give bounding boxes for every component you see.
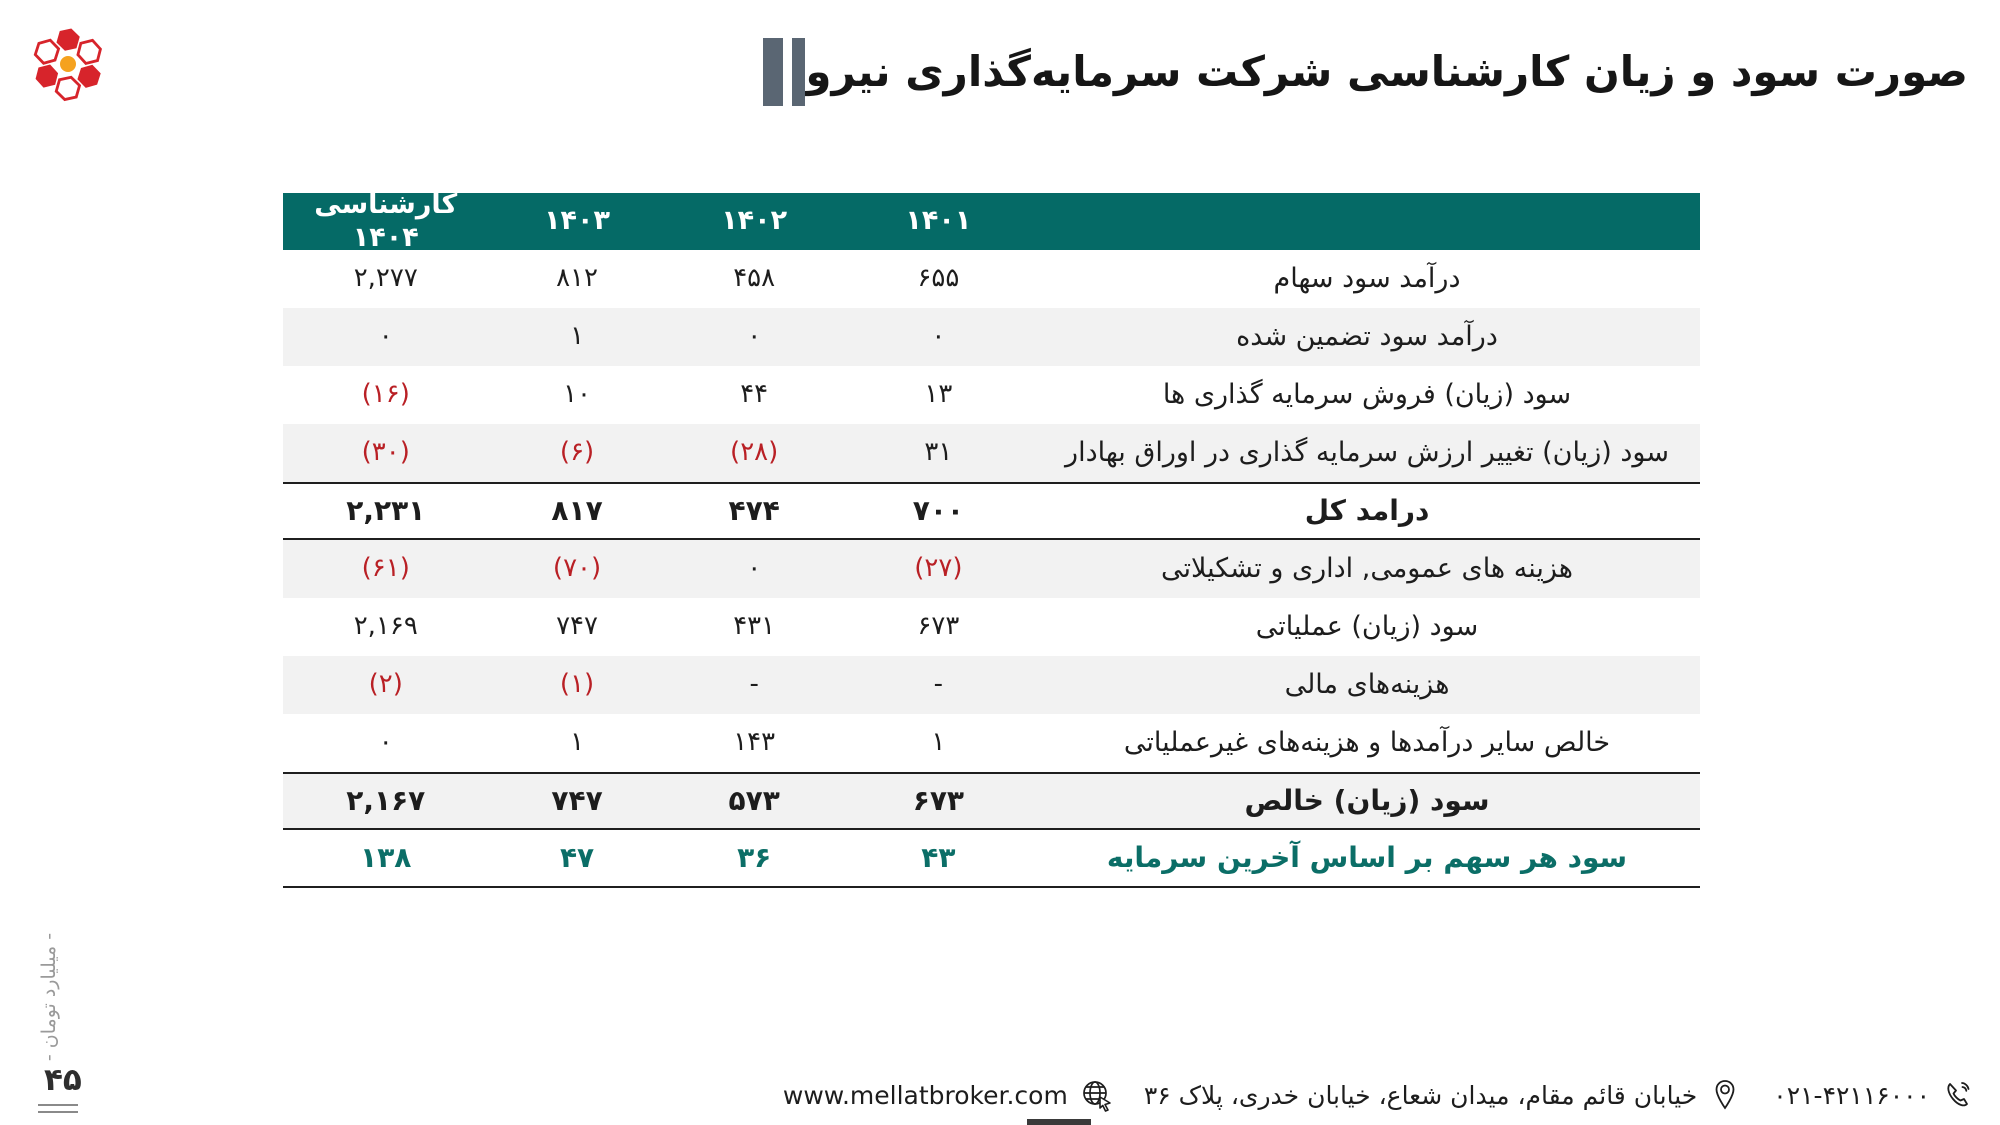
page-title: صورت سود و زیان کارشناسی شرکت سرمایه‌گذاری نیرو (805, 47, 1968, 96)
row-label: سود (زیان) خالص (1244, 784, 1490, 818)
header (749, 38, 1968, 106)
footer-address-text: خیابان قائم مقام، میدان شعاع، خیابان خدری، پلاک ۳۶ (1143, 1080, 1698, 1110)
row-label: درآمد سود تضمین شده (1236, 320, 1498, 352)
cell-value: ۱ (570, 727, 585, 758)
cell-value: ۴۷ (559, 841, 595, 875)
header-year-1403: ۱۴۰۳ (544, 205, 610, 237)
cell-value: ۷۴۷ (556, 611, 598, 642)
cell-value: ۴۳۱ (733, 611, 776, 642)
accent-bar-narrow (792, 38, 805, 106)
page-number-underline (38, 1111, 78, 1113)
row-label: خالص سایر درآمدها و هزینه‌های غیرعملیاتی (1123, 726, 1611, 758)
phone-icon (1940, 1077, 1976, 1113)
header-year-1404-forecast: کارشناسی ۱۴۰۴ (314, 189, 458, 253)
row-label: سود هر سهم بر اساس آخرین سرمایه (1106, 841, 1628, 875)
footer-website-url[interactable]: www.mellatbroker.com (782, 1080, 1068, 1110)
footer (783, 1072, 1976, 1118)
mellat-broker-logo-icon (28, 22, 108, 106)
table-row (283, 772, 1700, 830)
cell-value: ۶۷۳ (912, 784, 965, 818)
row-label: درآمد سود سهام (1273, 262, 1461, 294)
cell-value: ۷۴۷ (551, 784, 603, 818)
cell-value: ۶۷۳ (917, 611, 960, 642)
cell-value: ۴۵۸ (733, 263, 776, 294)
cell-value: ۷۰۰ (912, 494, 965, 528)
cell-value: ۳۶ (737, 841, 772, 875)
row-label: هزینه‌های مالی (1284, 668, 1450, 700)
cell-value: (۲۷) (914, 553, 963, 584)
cell-value: - (933, 669, 944, 700)
cell-value: ۸۱۲ (556, 263, 598, 294)
cell-value: ۴۴ (740, 379, 769, 410)
cell-value: ۸۱۷ (551, 494, 603, 528)
table-row (283, 482, 1700, 540)
cell-value: (۲۸) (730, 437, 779, 468)
cell-value: (۳۰) (361, 437, 410, 468)
table-row (283, 424, 1700, 482)
cell-value: ۱۴۳ (733, 727, 776, 758)
globe-cursor-icon (1078, 1077, 1114, 1113)
cell-value: (۶۱) (361, 553, 410, 584)
table-row (283, 830, 1700, 888)
cell-value: ۴۷۴ (728, 494, 780, 528)
row-label: سود (زیان) عملیاتی (1255, 610, 1479, 642)
cell-value: (۷۰) (552, 553, 602, 584)
location-pin-icon (1707, 1077, 1743, 1113)
cell-value: ۲,۲۳۱ (346, 494, 426, 528)
table-row (283, 714, 1700, 772)
cell-value: ۲,۲۷۷ (353, 263, 418, 294)
cell-value: (۲) (368, 669, 403, 700)
cell-value: ۲,۱۶۹ (353, 611, 418, 642)
pnl-table (283, 189, 1700, 888)
page-number: ۴۵ (44, 1062, 82, 1098)
cell-value: ۱ (570, 321, 585, 352)
cell-value: ۰ (378, 727, 393, 758)
page-number-underline (38, 1104, 78, 1106)
table-row (283, 250, 1700, 308)
footer-website[interactable] (783, 1077, 1114, 1113)
cell-value: ۶۵۵ (917, 263, 960, 294)
cell-value: (۱۶) (361, 379, 410, 410)
cell-value: ۰ (931, 321, 946, 352)
cell-value: ۴۳ (921, 841, 956, 875)
cell-value: ۰ (378, 321, 393, 352)
cell-value: ۱ (931, 727, 946, 758)
footer-phone-number: ۰۲۱-۴۲۱۱۶۰۰۰ (1773, 1080, 1930, 1110)
bottom-strip (1027, 1119, 1091, 1125)
unit-note: - میلیارد تومان - (38, 932, 60, 1062)
cell-value: ۰ (747, 321, 762, 352)
table-row (283, 308, 1700, 366)
cell-value: ۱۰ (563, 379, 592, 410)
row-label: سود (زیان) تغییر ارزش سرمایه گذاری در اوراق بهادار (1065, 436, 1669, 468)
footer-phone (1773, 1077, 1976, 1113)
footer-address (1144, 1077, 1743, 1113)
table-row (283, 598, 1700, 656)
cell-value: ۳۱ (924, 437, 953, 468)
row-label: سود (زیان) فروش سرمایه گذاری ها (1162, 378, 1572, 410)
table-body (283, 250, 1700, 888)
accent-bar-wide (763, 38, 783, 106)
cell-value: (۶) (559, 437, 595, 468)
cell-value: (۱) (559, 669, 595, 700)
title-accent-bars (763, 38, 805, 106)
header-year-1401: ۱۴۰۱ (905, 205, 972, 237)
cell-value: - (749, 669, 759, 700)
cell-value: ۰ (747, 553, 762, 584)
cell-value: ۵۷۳ (728, 784, 780, 818)
table-row (283, 366, 1700, 424)
cell-value: ۱۳۸ (360, 841, 412, 875)
table-header-row (283, 189, 1700, 253)
cell-value: ۱۳ (924, 379, 953, 410)
table-row (283, 656, 1700, 714)
row-label: درامد کل (1304, 494, 1430, 528)
cell-value: ۲,۱۶۷ (346, 784, 426, 818)
row-label: هزینه های عمومی, اداری و تشکیلاتی (1160, 552, 1574, 584)
header-year-1402: ۱۴۰۲ (721, 205, 788, 237)
table-row (283, 540, 1700, 598)
